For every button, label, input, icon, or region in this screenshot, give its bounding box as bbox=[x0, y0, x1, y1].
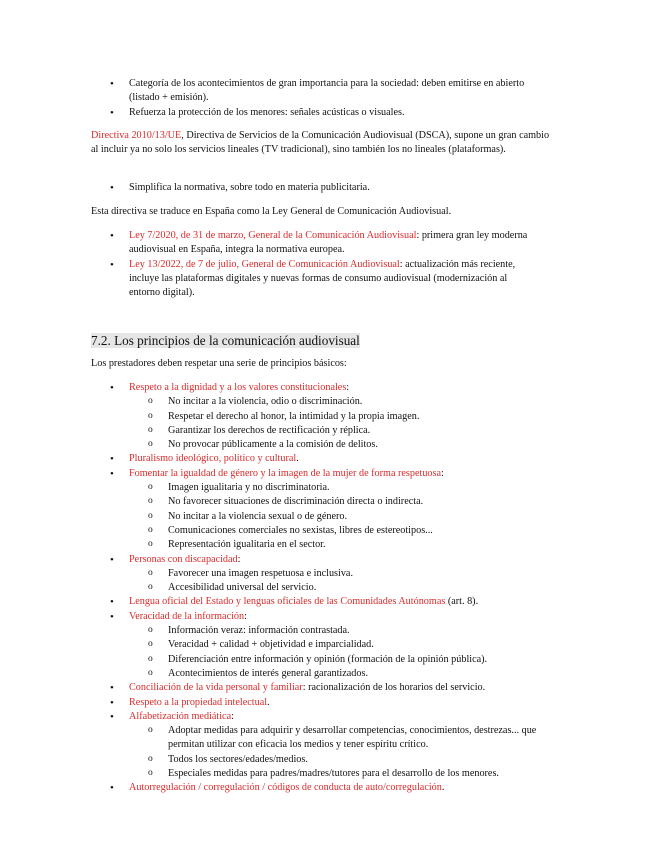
sub-item bbox=[0, 410, 548, 424]
sub-item-text: No provocar públicamente a la comisión de delitos. bbox=[168, 439, 378, 451]
principio-text: : racionalización de los horarios del servicio. bbox=[302, 682, 486, 694]
principio-item bbox=[0, 452, 529, 466]
section-title: 7.2. Los principios de la comunicación audiovisual bbox=[91, 333, 360, 348]
principio-item bbox=[0, 610, 529, 624]
principio-title: Conciliación de la vida personal y familiar bbox=[129, 682, 303, 694]
sub-item-text: Respetar el derecho al honor, la intimidad y la propia imagen. bbox=[168, 410, 420, 422]
sub-item bbox=[0, 510, 548, 524]
top-bullet-list bbox=[0, 77, 655, 120]
sub-item-text: Representación igualitaria en el sector. bbox=[168, 539, 326, 551]
principio-item bbox=[0, 467, 529, 481]
list-item-text: Simplifica la normativa, sobre todo en materia publicitaria. bbox=[129, 182, 370, 193]
ley-title: Ley 7/2020, de 31 de marzo, General de la Comunicación Audiovisual bbox=[129, 230, 417, 241]
sub-item bbox=[0, 524, 548, 538]
sub-item-text: Acontecimientos de interés general garantizados. bbox=[168, 667, 368, 679]
principio-title: Respeto a la dignidad y a los valores constitucionales bbox=[129, 382, 347, 393]
traduce-paragraph bbox=[0, 205, 655, 219]
sub-item bbox=[0, 395, 548, 409]
sub-item bbox=[0, 567, 548, 581]
principio-item bbox=[0, 553, 529, 567]
sub-item bbox=[0, 581, 548, 595]
paragraph-text: Esta directiva se traduce en España como la Ley General de Comunicación Audiovisual. bbox=[91, 206, 452, 217]
sub-item bbox=[0, 767, 548, 781]
principio-text: : bbox=[231, 710, 234, 722]
list-item bbox=[0, 106, 529, 120]
list-item bbox=[0, 229, 529, 258]
principio-text: : bbox=[237, 553, 241, 565]
principio-title: Veracidad de la información bbox=[129, 610, 245, 622]
sub-item-text: Comunicaciones comerciales no sexistas, libres de estereotipos... bbox=[168, 524, 433, 536]
principio-title: Autorregulación / corregulación / códigos de conducta de auto/corregulación bbox=[129, 782, 442, 794]
principio-item bbox=[0, 781, 529, 795]
ley-text: : actualización más reciente, incluye las plataformas digitales y nuevas formas de consumo audiovisual (modernización al entorno digital). bbox=[129, 258, 516, 299]
sub-item-text: No favorecer situaciones de discriminación directa o indirecta. bbox=[168, 496, 424, 508]
principio-title: Lengua oficial del Estado y lenguas oficiales de las Comunidades Autónomas bbox=[129, 596, 446, 608]
principio-item bbox=[0, 681, 529, 695]
list-item-text: Categoría de los acontecimientos de gran importancia para la sociedad: deben emitirse en abierto (listado + emisión). bbox=[129, 78, 525, 104]
sub-item-text: No incitar a la violencia sexual o de género. bbox=[168, 510, 348, 522]
principio-title: Respeto a la propiedad intelectual bbox=[129, 696, 268, 708]
principio-text: : bbox=[441, 467, 444, 479]
sub-item bbox=[0, 438, 548, 452]
sub-item-text: Diferenciación entre información y opinión (formación de la opinión pública). bbox=[168, 653, 488, 665]
sub-item bbox=[0, 724, 548, 753]
sub-item bbox=[0, 538, 548, 552]
sub-item-text: Accesibilidad universal del servicio. bbox=[168, 582, 317, 594]
sub-item-text: Información veraz: información contrastada. bbox=[168, 625, 350, 637]
sub-item bbox=[0, 424, 548, 438]
sub-item bbox=[0, 653, 548, 667]
principios-list bbox=[0, 381, 655, 796]
directiva-link-text: Directiva 2010/13/UE bbox=[91, 130, 182, 141]
principio-title: Personas con discapacidad bbox=[129, 553, 238, 565]
sub-item-text: Veracidad + calidad + objetividad e imparcialidad. bbox=[168, 639, 374, 651]
list-item bbox=[0, 258, 529, 301]
list-item bbox=[0, 181, 529, 195]
principio-title: Pluralismo ideológico, político y cultural bbox=[129, 453, 297, 465]
directiva-text: , Directiva de Servicios de la Comunicación Audiovisual (DSCA), supone un gran cambio al incluir ya no solo los servicios lineales (TV tradicional), sino también los no lineales (plataformas). bbox=[91, 130, 550, 156]
principio-text: : bbox=[346, 382, 350, 393]
paragraph-text: Los prestadores deben respetar una serie de principios básicos: bbox=[91, 358, 347, 369]
sub-item bbox=[0, 495, 548, 509]
directiva-paragraph bbox=[0, 129, 655, 158]
sub-item bbox=[0, 481, 548, 495]
sub-item-text: Especiales medidas para padres/madres/tutores para el desarrollo de los menores. bbox=[168, 768, 499, 780]
principio-text: . bbox=[441, 782, 445, 794]
list-item-text: Refuerza la protección de los menores: señales acústicas o visuales. bbox=[129, 106, 405, 118]
sub-item bbox=[0, 667, 548, 681]
sub-item-text: Adoptar medidas para adquirir y desarrollar competencias, conocimientos, destrezas... que permitan utilizar con eficacia los medios y tener espíritu crítico. bbox=[168, 725, 537, 751]
principio-text: . bbox=[267, 696, 270, 708]
ley-text: : primera gran ley moderna audiovisual en España, integra la normativa europea. bbox=[129, 230, 528, 256]
sub-item bbox=[0, 638, 548, 652]
principio-item bbox=[0, 381, 529, 395]
sub-item-text: Todos los sectores/edades/medios. bbox=[168, 753, 308, 765]
principio-item bbox=[0, 710, 529, 724]
principio-text: : bbox=[244, 610, 247, 622]
leyes-list bbox=[0, 229, 655, 300]
sub-item-text: No incitar a la violencia, odio o discriminación. bbox=[168, 396, 363, 408]
ley-title: Ley 13/2022, de 7 de julio, General de Comunicación Audiovisual bbox=[129, 258, 400, 270]
sub-item-text: Imagen igualitaria y no discriminatoria. bbox=[168, 482, 330, 494]
principio-item bbox=[0, 696, 529, 710]
sub-item bbox=[0, 624, 548, 638]
principio-text: . bbox=[296, 453, 299, 465]
sub-item-text: Garantizar los derechos de rectificación y réplica. bbox=[168, 424, 371, 436]
principio-text: (art. 8). bbox=[445, 596, 479, 608]
simplifica-list bbox=[0, 181, 655, 195]
section-heading bbox=[0, 333, 655, 349]
principio-title: Fomentar la igualdad de género y la imagen de la mujer de forma respetuosa bbox=[129, 467, 442, 479]
intro-paragraph bbox=[0, 357, 655, 371]
sub-item-text: Favorecer una imagen respetuosa e inclusiva. bbox=[168, 567, 354, 579]
principio-item bbox=[0, 595, 529, 609]
principio-title: Alfabetización mediática bbox=[129, 710, 232, 722]
sub-item bbox=[0, 753, 548, 767]
list-item bbox=[0, 77, 529, 106]
